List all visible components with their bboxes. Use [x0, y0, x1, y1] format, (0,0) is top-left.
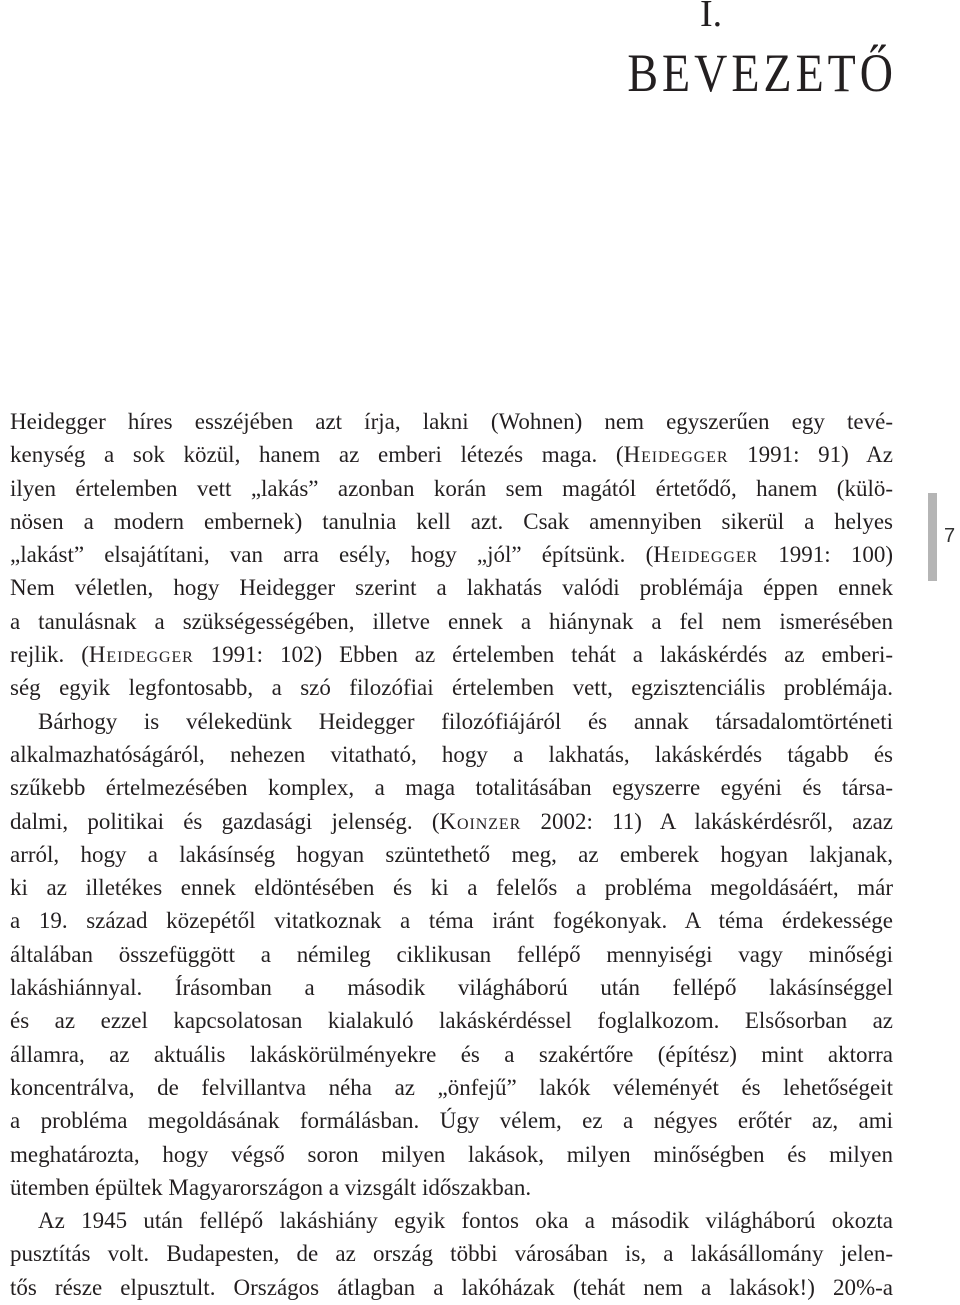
text-line: [10, 771, 893, 804]
text-line: [10, 904, 893, 937]
text-run: Heidegger híres esszéjében azt írja, lakni (Wohnen) nem egyszerűen egy tevé-: [10, 409, 893, 434]
text-line: [10, 1038, 893, 1071]
text-run: lakáshiánnyal. Írásomban a második világháború után fellépő lakásínséggel: [10, 975, 893, 1001]
text-run: a 19. század közepétől vitatkoznak a téma iránt fogékonyak. A téma érdekessége: [10, 908, 893, 934]
text-line: [10, 438, 893, 471]
chapter-number: I.: [700, 0, 723, 35]
text-line: [10, 638, 893, 671]
text-line: [10, 1138, 893, 1171]
citation-author: Heidegger: [623, 442, 729, 468]
text-run: dalmi, politikai és gazdasági jelenség. (: [10, 808, 440, 834]
text-run: 1991: 102) Ebben az értelemben tehát a lakáskérdés az emberi-: [193, 642, 893, 668]
text-run: ilyen értelemben vett „lakás” azonban korán sem magától értetődő, hanem (külö-: [10, 475, 893, 501]
text-run: nösen a modern embernek) tanulnia kell azt. Csak amennyiben sikerül a helyes: [10, 508, 893, 534]
citation-author: Koinzer: [439, 808, 522, 834]
text-run: általában összefüggött a némileg ciklikusan fellépő mennyiségi vagy minőségi: [10, 941, 893, 967]
text-run: 1991: 91) Az: [728, 442, 893, 468]
text-line: [10, 538, 893, 571]
text-run: a tanulásnak a szükségességében, illetve ennek a hiánynak a fel nem ismerésében: [10, 608, 893, 634]
paragraph: [10, 405, 893, 705]
text-line: [10, 838, 893, 871]
text-run: koncentrálva, de felvillantva néha az „önfejű” lakók véleményét és lehetőségeit: [10, 1074, 893, 1100]
text-run: 2002: 11) A lakáskérdésről, azaz: [521, 808, 893, 834]
text-run: rejlik. (: [10, 642, 89, 668]
paragraph: [10, 1204, 893, 1304]
page-tab-bar: [928, 493, 937, 581]
paragraph: [10, 705, 893, 1204]
text-line: [10, 1204, 893, 1237]
text-run: és az ezzel kapcsolatosan kialakuló lakáskérdéssel foglalkozom. Elsősorban az: [10, 1008, 893, 1034]
text-line: [10, 1271, 893, 1304]
text-line: [10, 805, 893, 838]
text-line: [10, 938, 893, 971]
text-line: [10, 1104, 893, 1137]
citation-author: Heidegger: [88, 642, 194, 668]
body-text: [10, 405, 893, 1304]
text-line: [10, 971, 893, 1004]
text-line: [10, 605, 893, 638]
text-line: [10, 1004, 893, 1037]
text-run: a probléma megoldásának formálásban. Úgy vélem, ez a négyes erőtér az, ami: [10, 1108, 893, 1134]
text-run: ütemben épültek Magyarországon a vizsgált időszakban.: [10, 1174, 532, 1200]
text-run: szűkebb értelmezésében komplex, a maga totalitásában egyszerre egyéni és társa-: [10, 775, 893, 801]
page-number: 7: [944, 525, 956, 547]
text-line: [10, 1071, 893, 1104]
text-run: Nem véletlen, hogy Heidegger szerint a lakhatás valódi problémája éppen ennek: [10, 575, 893, 601]
text-line: [10, 472, 893, 505]
text-run: Az 1945 után fellépő lakáshiány egyik fontos oka a második világháború okozta: [38, 1208, 893, 1234]
text-run: arról, hogy a lakásínség hogyan szüntethető meg, az emberek hogyan lakjanak,: [10, 841, 893, 867]
text-run: meghatározta, hogy végső soron milyen lakások, milyen minőségben és milyen: [10, 1141, 893, 1167]
text-line: [10, 705, 893, 738]
text-line: [10, 1171, 893, 1204]
chapter-title: BEVEZETŐ: [627, 42, 897, 103]
text-run: ség egyik legfontosabb, a szó filozófiai értelemben vett, egzisztenciális problémája.: [10, 675, 893, 701]
text-run: kenység a sok közül, hanem az emberi létezés maga. (: [10, 442, 624, 468]
text-line: [10, 505, 893, 538]
text-line: [10, 571, 893, 604]
text-line: [10, 871, 893, 904]
text-run: államra, az aktuális lakáskörülményekre és a szakértőre (építész) mint aktorra: [10, 1041, 893, 1067]
text-line: [10, 405, 893, 438]
text-line: [10, 671, 893, 704]
text-run: 1991: 100): [758, 542, 893, 568]
text-line: [10, 1237, 893, 1270]
text-run: tős része elpusztult. Országos átlagban a lakóházak (tehát nem a lakások!) 20%-a: [10, 1274, 893, 1300]
text-run: pusztítás volt. Budapesten, de az ország többi városában is, a lakásállomány jelen-: [10, 1241, 893, 1267]
text-run: ki az illetékes ennek eldöntésében és ki a felelős a probléma megoldásáért, már: [10, 875, 893, 901]
citation-author: Heidegger: [653, 542, 759, 568]
text-run: alkalmazhatóságáról, nehezen vitatható, hogy a lakhatás, lakáskérdés tágabb és: [10, 741, 893, 767]
text-line: [10, 738, 893, 771]
text-run: „lakást” elsajátítani, van arra esély, hogy „jól” építsünk. (: [10, 542, 654, 568]
text-run: Bárhogy is vélekedünk Heidegger filozófiájáról és annak társadalomtörténeti: [38, 708, 893, 734]
